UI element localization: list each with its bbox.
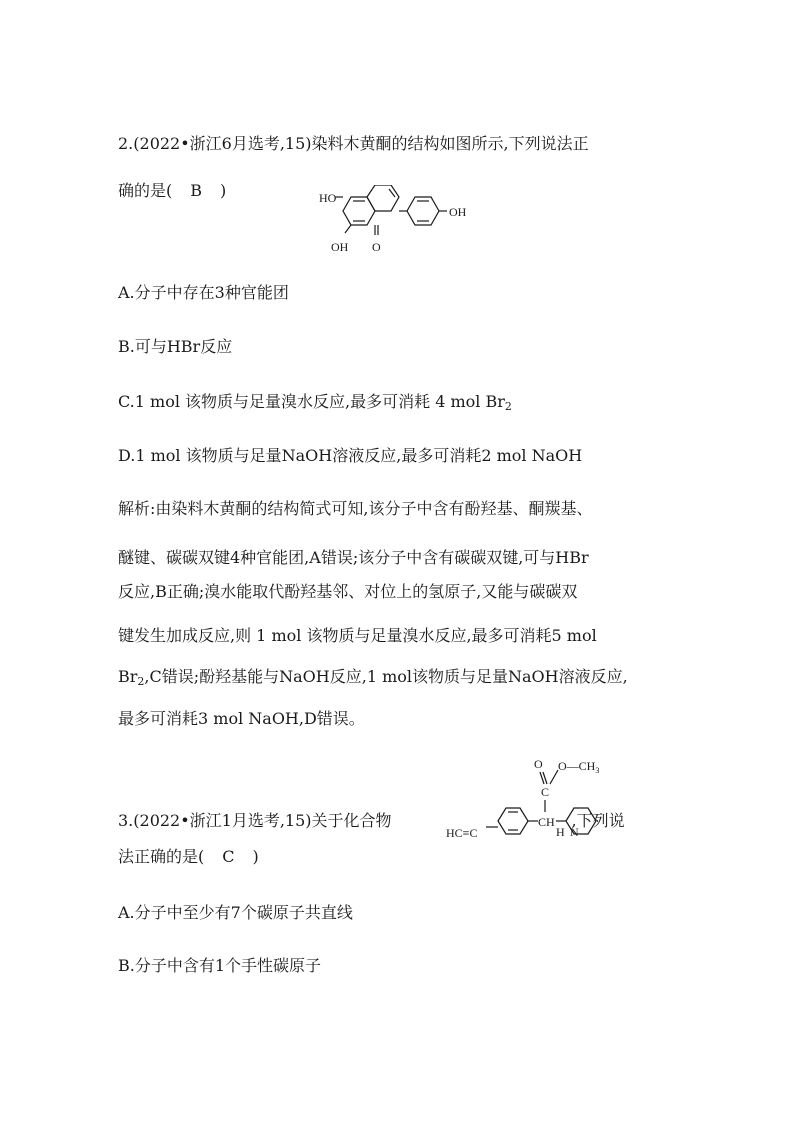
q3-stem-prefix2: 法正确的是( <box>118 847 205 866</box>
q2-analysis-line5 <box>118 666 628 693</box>
q3-stem-suffix: ,下列说 <box>571 811 625 830</box>
q2-option-c-text: C.1 mol 该物质与足量溴水反应,最多可消耗 4 mol Br <box>118 392 505 411</box>
ch-label: CH <box>538 815 555 829</box>
oh-left-label: HO <box>319 191 337 205</box>
q3-stem-prefix: 3.(2022•浙江1月选考,15)关于化合物 <box>118 811 392 830</box>
q3-stem-suffix2: ) <box>252 847 259 866</box>
compound-structure <box>446 748 616 838</box>
q2-option-b: B.可与HBr反应 <box>118 337 233 356</box>
q2-option-d: D.1 mol 该物质与足量NaOH溶液反应,最多可消耗2 mol NaOH <box>118 446 583 465</box>
br-sub: 2 <box>137 675 145 688</box>
q2-stem-line1: 2.(2022•浙江6月选考,15)染料木黄酮的结构如图所示,下列说法正 <box>118 134 589 153</box>
q2-analysis-line3: 反应,B正确;溴水能取代酚羟基邻、对位上的氢原子,又能与碳碳双 <box>118 582 578 601</box>
q2-stem-suffix: ) <box>220 181 227 200</box>
ketone-o-label: O <box>372 240 381 254</box>
oh-right-label: OH <box>449 205 467 219</box>
q3-stem-line2 <box>118 846 259 868</box>
q2-analysis-line1: 解析:由染料木黄酮的结构简式可知,该分子中含有酚羟基、酮羰基、 <box>118 499 593 518</box>
q3-option-b: B.分子中含有1个手性碳原子 <box>118 956 322 975</box>
oh-bottom-label: OH <box>331 240 349 254</box>
q2-option-a: A.分子中存在3种官能团 <box>118 283 289 302</box>
c-label: C <box>541 785 550 799</box>
carbonyl-o-label: O <box>534 757 543 771</box>
nh-h-label: H <box>556 825 565 838</box>
n-label: N <box>570 825 579 838</box>
q3-option-a: A.分子中至少有7个碳原子共直线 <box>118 903 353 922</box>
q3-answer: C <box>222 847 235 866</box>
genistein-structure <box>315 185 485 260</box>
q2-analysis-line6: 最多可消耗3 mol NaOH,D错误。 <box>118 709 365 728</box>
q2-answer: B <box>190 181 203 200</box>
q2-option-c <box>118 391 512 418</box>
br-label: Br <box>118 667 138 686</box>
q2-option-c-sub: 2 <box>504 400 512 413</box>
q2-analysis-line4: 键发生加成反应,则 1 mol 该物质与足量溴水反应,最多可消耗5 mol <box>118 626 597 645</box>
q2-stem-prefix: 确的是( <box>118 181 173 200</box>
q2-analysis-line2: 醚键、碳碳双键4种官能团,A错误;该分子中含有碳碳双键,可与HBr <box>118 548 589 567</box>
methoxy-label: $O—CH_3$ <box>558 759 600 775</box>
alkyne-label: HC≡C <box>446 826 478 838</box>
ring-c <box>367 185 399 211</box>
q2-analysis-line5-rest: ,C错误;酚羟基能与NaOH反应,1 mol该物质与足量NaOH溶液反应, <box>144 667 628 686</box>
q2-stem-line2 <box>118 180 226 202</box>
